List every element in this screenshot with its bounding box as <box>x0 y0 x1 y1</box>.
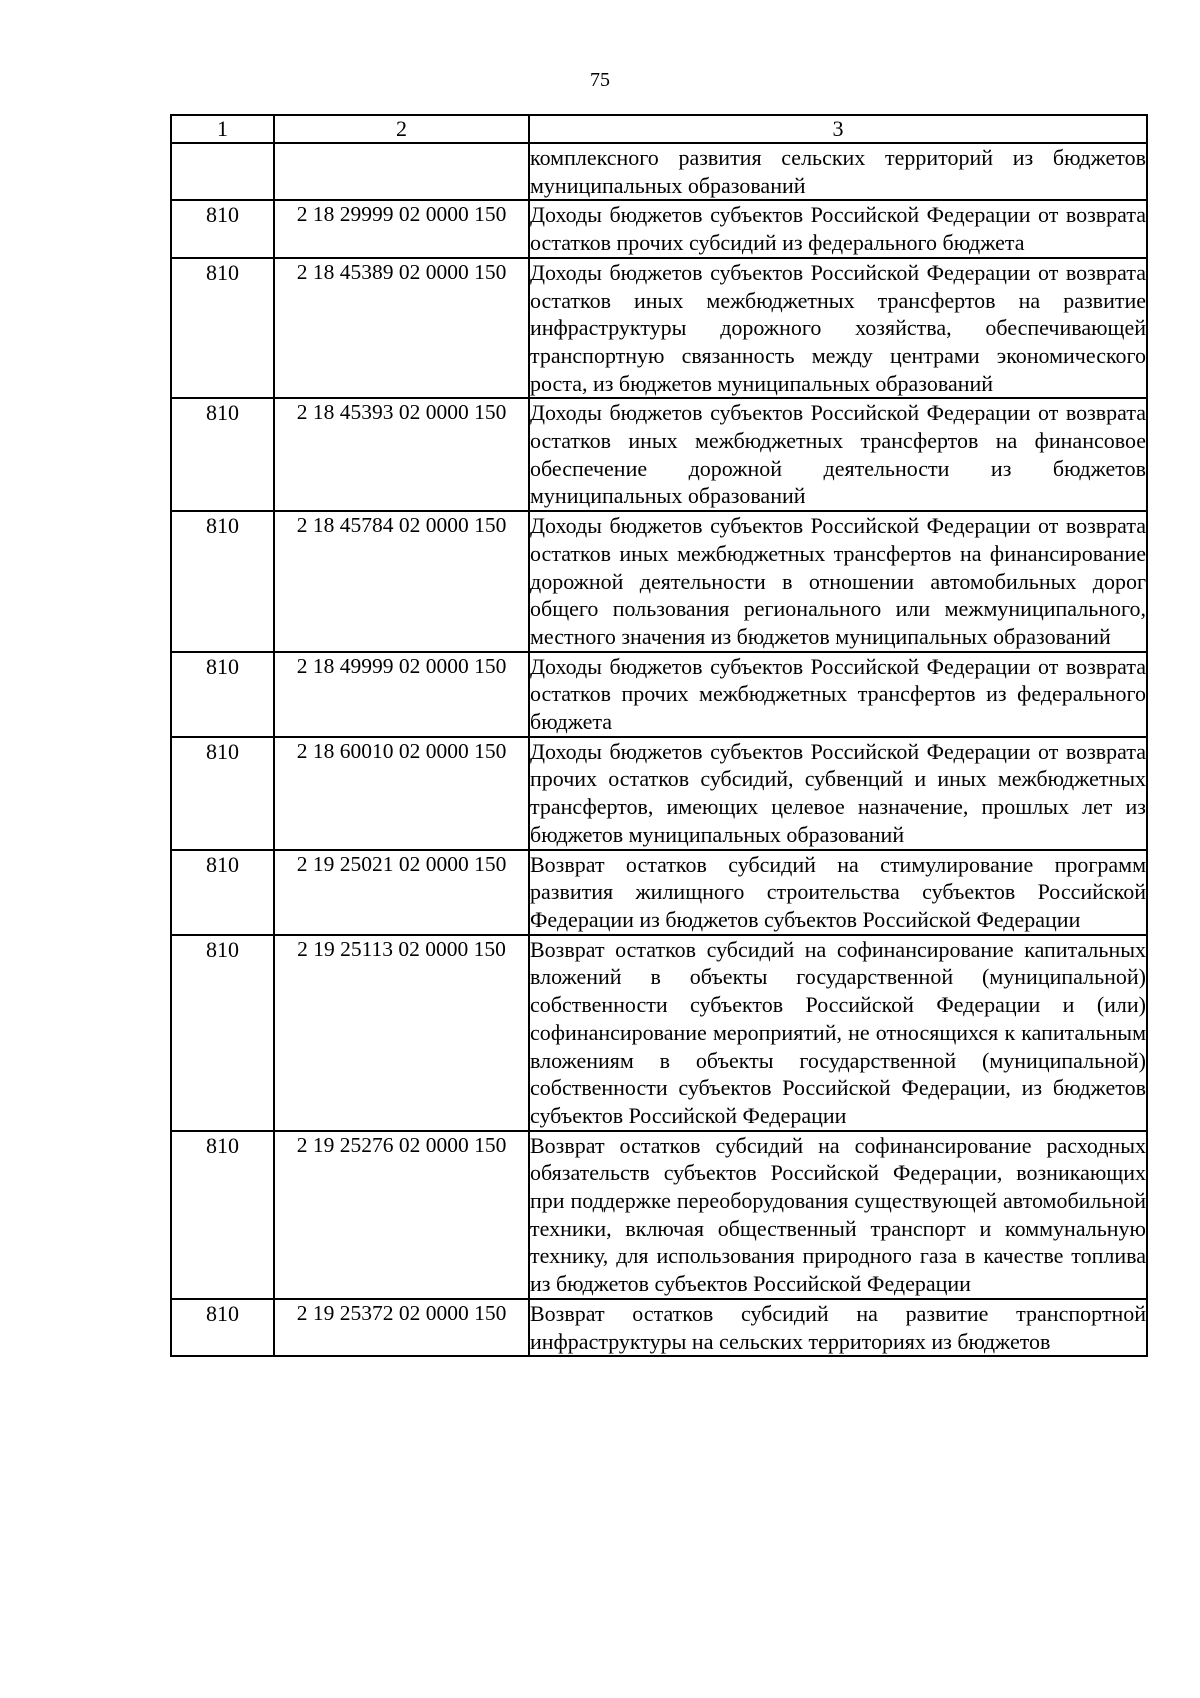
admin-code-cell: 810 <box>171 200 274 257</box>
admin-code-cell: 810 <box>171 1299 274 1356</box>
header-col-3: 3 <box>529 115 1147 143</box>
description-cell: комплексного развития сельских территорий из бюджетов муниципальных образований <box>529 143 1147 200</box>
table-row <box>171 850 1147 935</box>
description-cell: Доходы бюджетов субъектов Российской Федерации от возврата остатков прочих субсидий из федерального бюджета <box>529 200 1147 257</box>
table-row <box>171 1131 1147 1299</box>
admin-code-cell <box>171 143 274 200</box>
admin-code-cell: 810 <box>171 652 274 737</box>
admin-code-cell: 810 <box>171 737 274 850</box>
budget-code-cell: 2 18 60010 02 0000 150 <box>274 737 529 850</box>
budget-code-cell: 2 18 49999 02 0000 150 <box>274 652 529 737</box>
budget-code-cell: 2 19 25021 02 0000 150 <box>274 850 529 935</box>
budget-code-cell: 2 18 45389 02 0000 150 <box>274 258 529 399</box>
budget-code-cell: 2 18 45784 02 0000 150 <box>274 511 529 652</box>
table-row <box>171 200 1147 257</box>
table-header-row <box>171 115 1147 143</box>
header-col-1: 1 <box>171 115 274 143</box>
description-cell: Доходы бюджетов субъектов Российской Федерации от возврата остатков иных межбюджетных трансфертов на финансирование дорожной деятельности в отношении автомобильных дорог общего пользования регионального или межмуниципального, местного значения из бюджетов муниципальных образований <box>529 511 1147 652</box>
table-row <box>171 1299 1147 1356</box>
description-cell: Возврат остатков субсидий на софинансирование капитальных вложений в объекты государственной (муниципальной) собственности субъектов Российской Федерации и (или) софинансирование мероприятий, не относящихся к капитальным вложениям в объекты государственной (муниципальной) собственности субъектов Российской Федерации, из бюджетов субъектов Российской Федерации <box>529 935 1147 1131</box>
budget-code-cell: 2 18 29999 02 0000 150 <box>274 200 529 257</box>
description-cell: Доходы бюджетов субъектов Российской Федерации от возврата прочих остатков субсидий, субвенций и иных межбюджетных трансфертов, имеющих целевое назначение, прошлых лет из бюджетов муниципальных образований <box>529 737 1147 850</box>
page-number: 75 <box>590 69 610 91</box>
budget-code-cell: 2 19 25372 02 0000 150 <box>274 1299 529 1356</box>
budget-code-cell <box>274 143 529 200</box>
admin-code-cell: 810 <box>171 850 274 935</box>
admin-code-cell: 810 <box>171 1131 274 1299</box>
admin-code-cell: 810 <box>171 398 274 511</box>
table-row <box>171 935 1147 1131</box>
table-row <box>171 511 1147 652</box>
table-row <box>171 143 1147 200</box>
description-cell: Доходы бюджетов субъектов Российской Федерации от возврата остатков иных межбюджетных трансфертов на финансовое обеспечение дорожной деятельности из бюджетов муниципальных образований <box>529 398 1147 511</box>
table-row <box>171 737 1147 850</box>
description-cell: Возврат остатков субсидий на стимулирование программ развития жилищного строительства субъектов Российской Федерации из бюджетов субъектов Российской Федерации <box>529 850 1147 935</box>
table-row <box>171 652 1147 737</box>
description-cell: Возврат остатков субсидий на софинансирование расходных обязательств субъектов Российской Федерации, возникающих при поддержке переоборудования существующей автомобильной техники, включая общественный транспорт и коммунальную технику, для использования природного газа в качестве топлива из бюджетов субъектов Российской Федерации <box>529 1131 1147 1299</box>
budget-code-cell: 2 19 25113 02 0000 150 <box>274 935 529 1131</box>
admin-code-cell: 810 <box>171 511 274 652</box>
table-row <box>171 258 1147 399</box>
budget-code-cell: 2 18 45393 02 0000 150 <box>274 398 529 511</box>
revenue-codes-table <box>170 114 1148 1357</box>
admin-code-cell: 810 <box>171 258 274 399</box>
budget-code-cell: 2 19 25276 02 0000 150 <box>274 1131 529 1299</box>
description-cell: Доходы бюджетов субъектов Российской Федерации от возврата остатков прочих межбюджетных трансфертов из федерального бюджета <box>529 652 1147 737</box>
header-col-2: 2 <box>274 115 529 143</box>
description-cell: Доходы бюджетов субъектов Российской Федерации от возврата остатков иных межбюджетных трансфертов на развитие инфраструктуры дорожного хозяйства, обеспечивающей транспортную связанность между центрами экономического роста, из бюджетов муниципальных образований <box>529 258 1147 399</box>
table-row <box>171 398 1147 511</box>
description-cell: Возврат остатков субсидий на развитие транспортной инфраструктуры на сельских территориях из бюджетов <box>529 1299 1147 1356</box>
admin-code-cell: 810 <box>171 935 274 1131</box>
